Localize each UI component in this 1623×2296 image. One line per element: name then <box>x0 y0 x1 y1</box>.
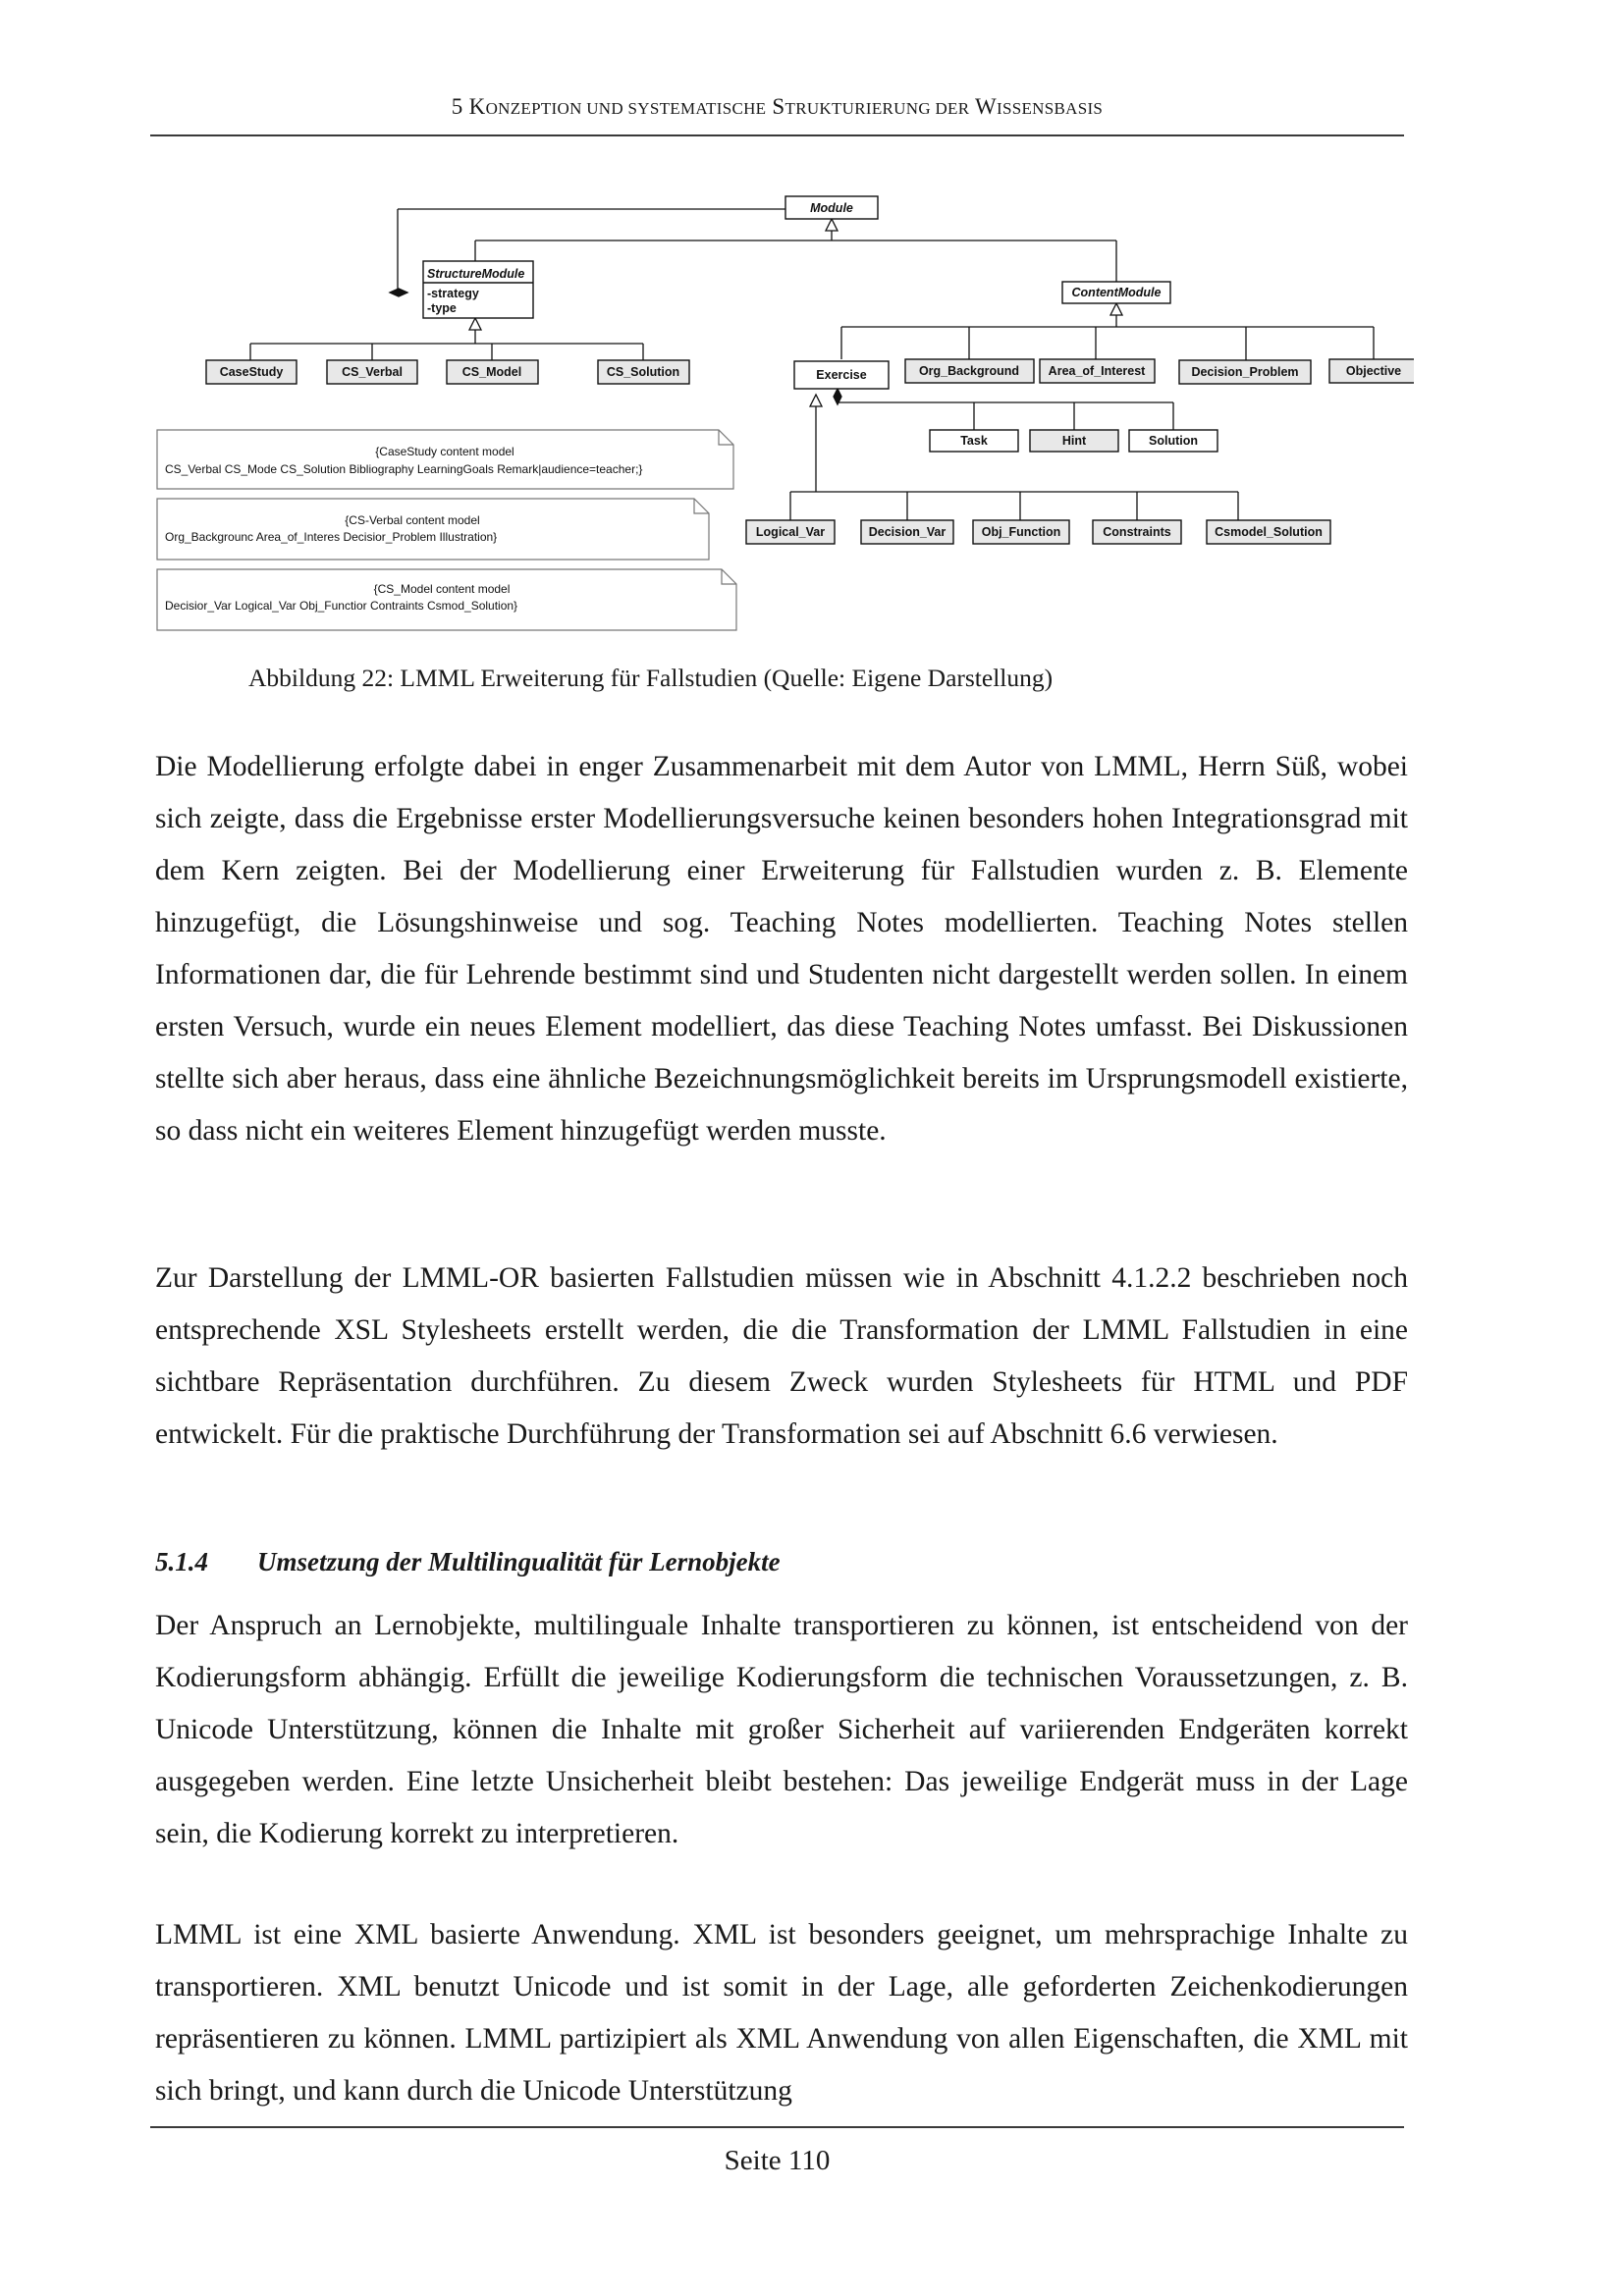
note-title: {CS_Model content model <box>373 582 511 596</box>
paragraph-modellierung: Die Modellierung erfolgte dabei in enger Zusammenarbeit mit dem Autor von LMML, Herrn Süß, wobei sich zeigte, dass die Ergebnisse erster Modellierungsversuche keinen besonders hohen Integrationsgrad mit dem Kern zeigten. Bei der Modellierung einer Erweiterung für Fallstudien wurden z. B. Elemente hinzugefügt, die Lösungshinweise und sog. Teaching Notes modellierten. Teaching Notes stellen Informationen dar, die für Lehrende bestimmt sind und Studenten nicht dargestellt werden sollen. In einem ersten Versuch, wurde ein neues Element modelliert, das diese Teaching Notes umfasst. Bei Diskussionen stellte sich aber heraus, dass eine ähnliche Bezeichnungsmöglichkeit bereits im Ursprungsmodell existierte, so dass nicht ein weiteres Element hinzugefügt werden musste. <box>155 751 1408 1147</box>
class-cs-model-label: CS_Model <box>461 365 522 379</box>
class-logical-var-label: Logical_Var <box>755 525 826 539</box>
class-casestudy-label: CaseStudy <box>219 365 284 379</box>
note-title: {CS-Verbal content model <box>345 513 480 527</box>
section-title: Umsetzung der Multilingualität für Lernobjekte <box>257 1547 781 1576</box>
generalization-arrow <box>810 395 822 406</box>
composition-diamond <box>390 289 407 296</box>
class-cs-solution-label: CS_Solution <box>606 365 680 379</box>
class-decision-problem-label: Decision_Problem <box>1191 365 1299 379</box>
class-solution-label: Solution <box>1149 434 1198 448</box>
section-heading <box>155 1547 781 1577</box>
generalization-arrow <box>469 318 481 330</box>
header-rule <box>150 134 1404 136</box>
generalization-arrow <box>1110 303 1122 315</box>
class-constraints-label: Constraints <box>1103 525 1171 539</box>
attr-strategy: -strategy <box>427 287 479 300</box>
note-body: Decisior_Var Logical_Var Obj_Functior Contraints Csmod_Solution} <box>165 599 518 613</box>
section-number: 5.1.4 <box>155 1547 208 1576</box>
generalization-arrow <box>826 219 838 231</box>
paragraph-anspruch: Der Anspruch an Lernobjekte, multilinguale Inhalte transportieren zu können, ist entscheidend von der Kodierungsform abhängig. Erfüllt die jeweilige Kodierungsform die technischen Voraussetzungen, z. B. Unicode Unterstützung, können die Inhalte mit großer Sicherheit auf variierenden Endgeräten korrekt ausgegeben werden. Eine letzte Unsicherheit bleibt bestehen: Das jeweilige Endgerät muss in der Lage sein, die Kodierung korrekt zu interpretieren. <box>155 1610 1408 1849</box>
paragraph-darstellung: Zur Darstellung der LMML-OR basierten Fallstudien müssen wie in Abschnitt 4.1.2.2 beschrieben noch entsprechende XSL Stylesheets erstellt werden, die die Transformation der LMML Fallstudien in eine sichtbare Repräsentation durchführen. Zu diesem Zweck wurden Stylesheets für HTML und PDF entwickelt. Für die praktische Durchführung der Transformation sei auf Abschnitt 6.6 verwiesen. <box>155 1262 1408 1450</box>
page-number: Seite 110 <box>724 2145 831 2176</box>
note-body: Org_Backgrounc Area_of_Interes Decisior_Problem Illustration} <box>165 530 498 544</box>
note-cs-verbal-content-model <box>157 499 709 560</box>
class-obj-function-label: Obj_Function <box>981 525 1061 539</box>
paragraph-lmml-xml: LMML ist eine XML basierte Anwendung. XML ist besonders geeignet, um mehrsprachige Inhalte zu transportieren. XML benutzt Unicode und ist somit in der Lage, alle geforderten Zeichenkodierungen repräsentieren zu können. LMML partizipiert als XML Anwendung von allen Eigenschaften, die XML mit sich bringt, und kann durch die Unicode Unterstützung <box>155 1919 1408 2107</box>
class-module-label: Module <box>810 201 853 215</box>
class-hint-label: Hint <box>1061 434 1087 448</box>
note-cs-model-content-model <box>157 569 736 630</box>
footer-rule <box>150 2126 1404 2128</box>
uml-diagram <box>147 187 1414 638</box>
running-header: 5 KONZEPTION UND SYSTEMATISCHE STRUKTURIERUNG DER WISSENSBASIS <box>451 94 1104 119</box>
figure-caption: Abbildung 22: LMML Erweiterung für Fallstudien (Quelle: Eigene Darstellung) <box>248 664 1054 692</box>
note-body: CS_Verbal CS_Mode CS_Solution Bibliography LearningGoals Remark|audience=teacher;} <box>165 462 643 476</box>
class-structure-module-label: StructureModule <box>427 267 525 281</box>
note-title: {CaseStudy content model <box>375 445 514 458</box>
class-objective-label: Objective <box>1345 364 1402 378</box>
class-content-module-label: ContentModule <box>1071 286 1162 299</box>
attr-type: -type <box>427 301 457 315</box>
class-decision-var-label: Decision_Var <box>868 525 947 539</box>
note-casestudy-content-model <box>157 430 733 489</box>
class-cs-verbal-label: CS_Verbal <box>342 365 403 379</box>
class-org-background-label: Org_Background <box>918 364 1020 378</box>
class-task-label: Task <box>960 434 988 448</box>
class-exercise-label: Exercise <box>816 368 867 382</box>
class-area-of-interest-label: Area_of_Interest <box>1048 364 1146 378</box>
class-csmodel-solution-label: Csmodel_Solution <box>1215 525 1323 539</box>
